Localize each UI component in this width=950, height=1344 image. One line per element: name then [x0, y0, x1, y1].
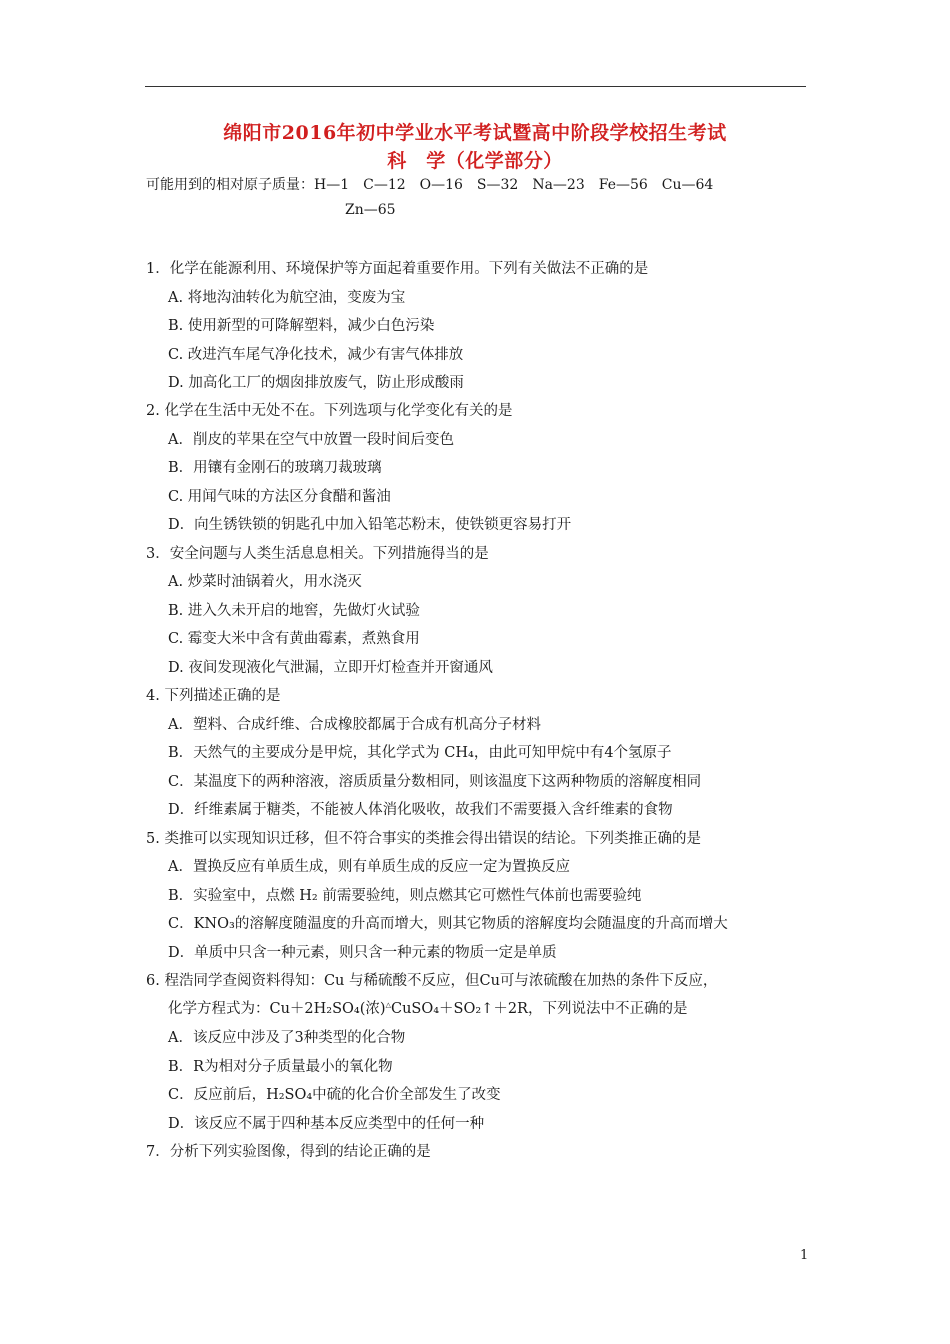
question-5-option-a: A．置换反应有单质生成，则有单质生成的反应一定为置换反应 — [168, 859, 570, 875]
question-6-equation — [168, 997, 687, 1018]
question-6-option-d: D．该反应不属于四种基本反应类型中的任何一种 — [168, 1116, 485, 1132]
header-rule — [145, 86, 806, 87]
question-3-option-c: C. 霉变大米中含有黄曲霉素，煮熟食用 — [168, 631, 420, 647]
question-1-option-a: A. 将地沟油转化为航空油，变废为宝 — [168, 290, 406, 306]
question-1-option-b: B. 使用新型的可降解塑料，减少白色污染 — [168, 318, 435, 334]
question-2-option-d: D．向生锈铁锁的钥匙孔中加入铅笔芯粉末，使铁锁更容易打开 — [168, 517, 572, 533]
question-6-option-c: C．反应前后，H₂SO₄中硫的化合价全部发生了改变 — [168, 1087, 501, 1103]
exam-subtitle: 科 学（化学部分） — [387, 150, 563, 172]
question-7-stem: 7．分析下列实验图像，得到的结论正确的是 — [146, 1144, 431, 1160]
question-4-option-b: B．天然气的主要成分是甲烷，其化学式为 CH₄，由此可知甲烷中有4个氢原子 — [168, 745, 672, 761]
exam-title: 绵阳市2016年初中学业水平考试暨高中阶段学校招生考试 — [223, 122, 727, 144]
question-3-option-b: B. 进入久未开启的地窖，先做灯火试验 — [168, 603, 420, 619]
question-5-option-b: B．实验室中，点燃 H₂ 前需要验纯，则点燃其它可燃性气体前也需要验纯 — [168, 888, 642, 904]
equation-rhs: CuSO₄＋SO₂↑＋2R，下列说法中不正确的是 — [390, 1001, 688, 1017]
question-4-option-d: D．纤维素属于糖类，不能被人体消化吸收，故我们不需要摄入含纤维素的食物 — [168, 802, 673, 818]
question-1-option-d: D. 加高化工厂的烟囱排放废气，防止形成酸雨 — [168, 375, 464, 391]
question-2-option-b: B．用镶有金刚石的玻璃刀裁玻璃 — [168, 460, 382, 476]
question-6-option-a: A．该反应中涉及了3种类型的化合物 — [168, 1030, 406, 1046]
page-number: 1 — [800, 1248, 809, 1263]
question-3-option-a: A. 炒菜时油锅着火，用水浇灭 — [168, 574, 362, 590]
heat-symbol: △ — [385, 1001, 391, 1010]
question-2-option-a: A．削皮的苹果在空气中放置一段时间后变色 — [168, 432, 454, 448]
question-2-stem: 2. 化学在生活中无处不在。下列选项与化学变化有关的是 — [146, 403, 513, 419]
question-4-option-a: A．塑料、合成纤维、合成橡胶都属于合成有机高分子材料 — [168, 717, 541, 733]
question-4-stem: 4. 下列描述正确的是 — [146, 688, 281, 704]
question-5-option-d: D．单质中只含一种元素，则只含一种元素的物质一定是单质 — [168, 945, 557, 961]
atomic-masses: 可能用到的相对原子质量：H—1 C—12 O—16 S—32 Na—23 Fe—56 Cu—64 — [146, 177, 714, 193]
atomic-masses-continued: Zn—65 — [345, 202, 396, 218]
question-5-stem: 5. 类推可以实现知识迁移，但不符合事实的类推会得出错误的结论。下列类推正确的是 — [146, 831, 701, 847]
question-4-option-c: C．某温度下的两种溶液，溶质质量分数相同，则该温度下这两种物质的溶解度相同 — [168, 774, 702, 790]
question-2-option-c: C. 用闻气味的方法区分食醋和酱油 — [168, 489, 391, 505]
question-5-option-c: C．KNO₃的溶解度随温度的升高而增大，则其它物质的溶解度均会随温度的升高而增大 — [168, 916, 728, 932]
question-1-stem: 1．化学在能源利用、环境保护等方面起着重要作用。下列有关做法不正确的是 — [146, 261, 649, 277]
question-1-option-c: C. 改进汽车尾气净化技术，减少有害气体排放 — [168, 347, 464, 363]
question-3-stem: 3．安全问题与人类生活息息相关。下列措施得当的是 — [146, 546, 489, 562]
question-6-option-b: B．R为相对分子质量最小的氧化物 — [168, 1059, 393, 1075]
equation-lhs: 化学方程式为：Cu＋2H₂SO₄(浓) — [168, 1001, 386, 1017]
question-3-option-d: D. 夜间发现液化气泄漏，立即开灯检查并开窗通风 — [168, 660, 493, 676]
question-6-stem: 6. 程浩同学查阅资料得知：Cu 与稀硫酸不反应，但Cu可与浓硫酸在加热的条件下反应， — [146, 973, 718, 989]
